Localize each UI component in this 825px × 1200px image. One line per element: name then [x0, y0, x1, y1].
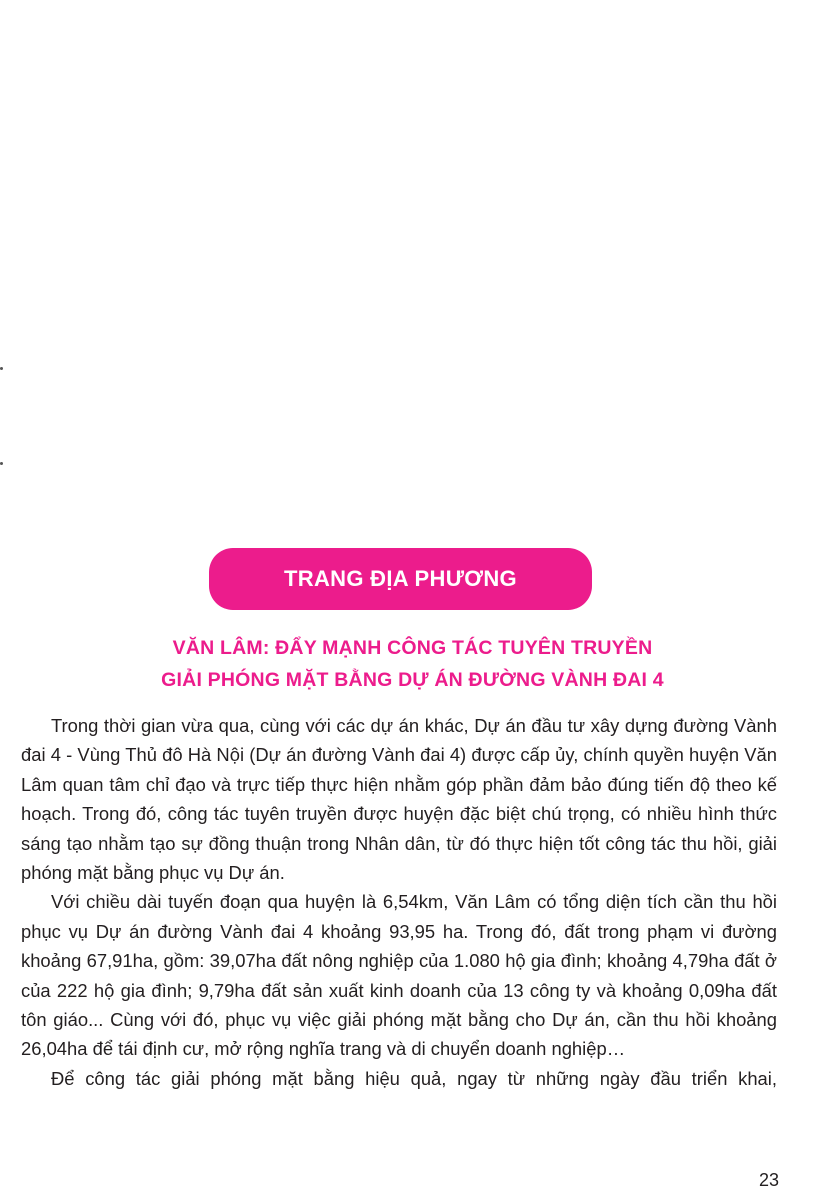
page-number: 23 [758, 1170, 779, 1190]
section-banner [209, 548, 592, 610]
body-paragraph: Với chiều dài tuyến đoạn qua huyện là 6,54km, Văn Lâm có tổng diện tích cần thu hồi phục vụ Dự án đường Vành đai 4 khoảng 93,95 ha. Trong đó, đất trong phạm vi đường khoảng 67,91ha, gồm: 39,07ha đất nông nghiệp của 1.080 hộ gia đình; khoảng 4,79ha đất ở của 222 hộ gia đình; 9,79ha đất sản xuất kinh doanh của 13 công ty và khoảng 0,09ha đất tôn giáo... Cùng với đó, phục vụ việc giải phóng mặt bằng cho Dự án, cần thu hồi khoảng 26,04ha để tái định cư, mở rộng nghĩa trang và di chuyển doanh nghiệp… [21, 891, 777, 1060]
article-title-line: GIẢI PHÓNG MẶT BẰNG DỰ ÁN ĐƯỜNG VÀNH ĐAI 4 [161, 669, 664, 691]
section-banner-label: TRANG ĐỊA PHƯƠNG [284, 566, 517, 591]
body-paragraph: Trong thời gian vừa qua, cùng với các dự án khác, Dự án đầu tư xây dựng đường Vành đai 4 - Vùng Thủ đô Hà Nội (Dự án đường Vành đai 4) được cấp ủy, chính quyền huyện Văn Lâm quan tâm chỉ đạo và trực tiếp thực hiện nhằm góp phần đảm bảo đúng tiến độ theo kế hoạch. Trong đó, công tác tuyên truyền được huyện đặc biệt chú trọng, có nhiều hình thức sáng tạo nhằm tạo sự đồng thuận trong Nhân dân, từ đó thực hiện tốt công tác thu hồi, giải phóng mặt bằng phục vụ Dự án. [21, 715, 777, 884]
article-title-line: VĂN LÂM: ĐẨY MẠNH CÔNG TÁC TUYÊN TRUYỀN [172, 637, 653, 659]
edge-mark [0, 462, 3, 465]
article-title [40, 632, 785, 696]
article-body [21, 711, 777, 1093]
body-paragraph: Để công tác giải phóng mặt bằng hiệu quả, ngay từ những ngày đầu triển khai, [51, 1067, 777, 1089]
edge-mark [0, 367, 3, 370]
